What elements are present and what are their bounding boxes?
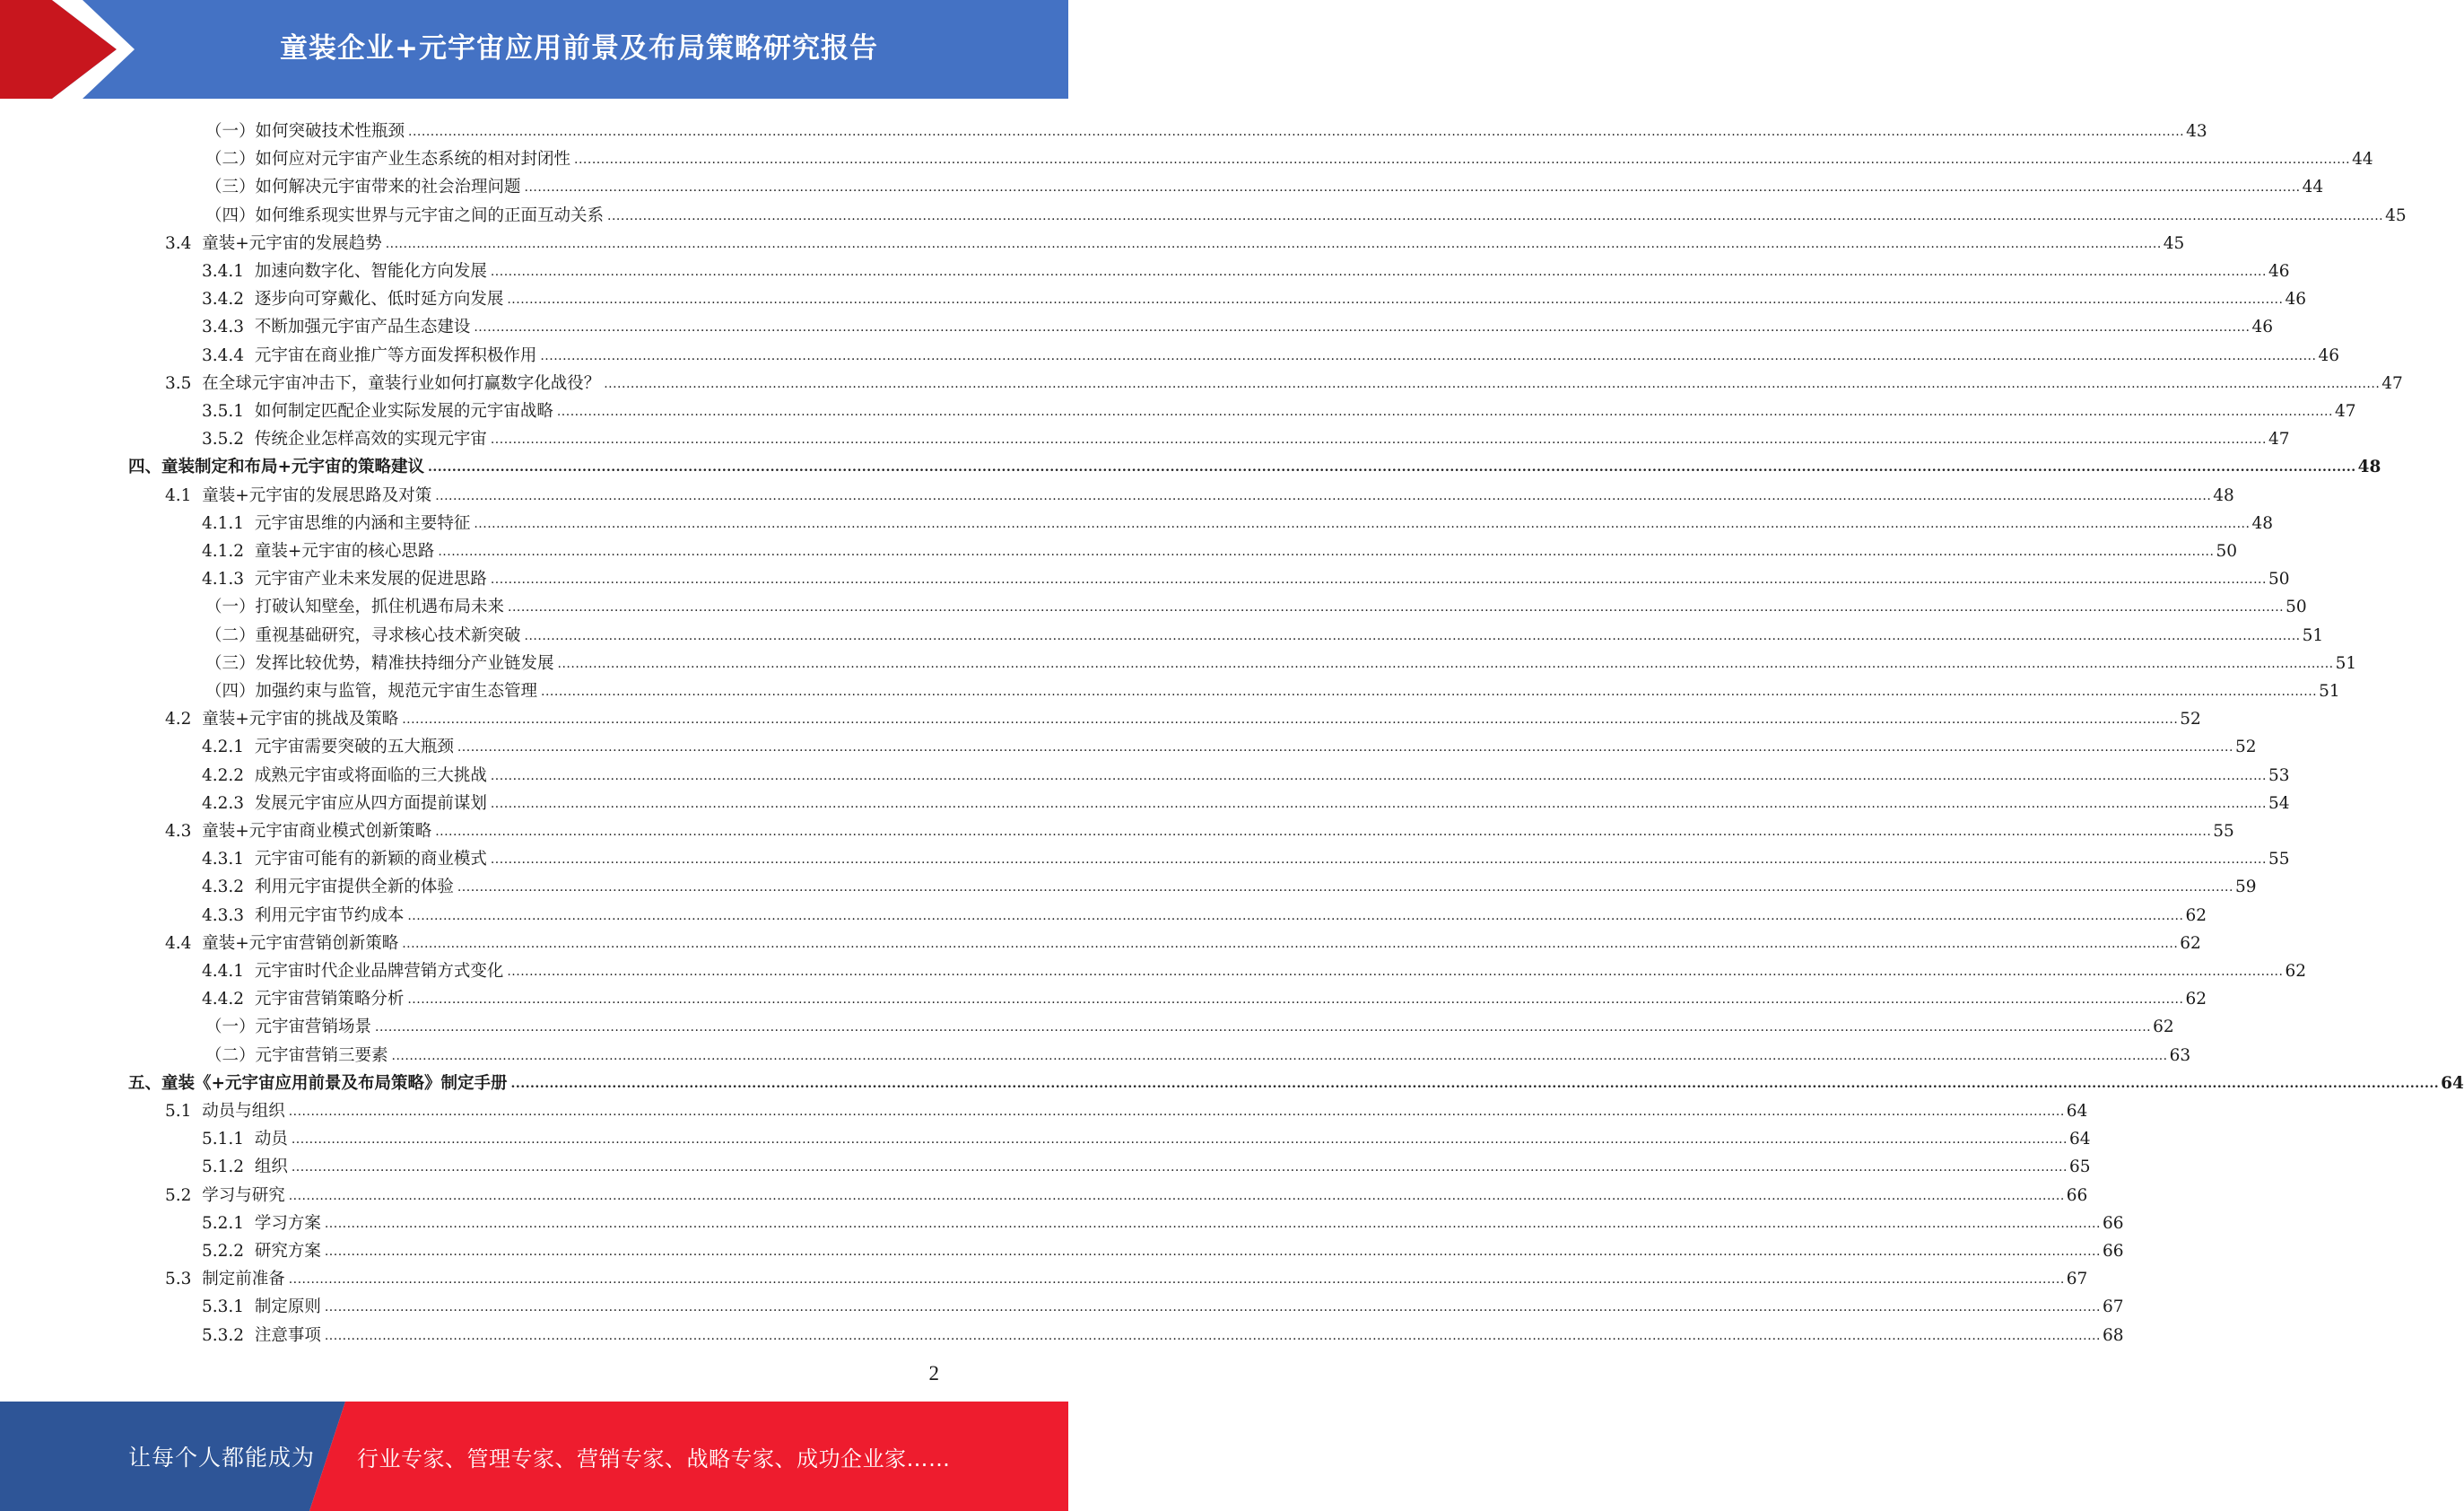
toc-dot-leader: ................................................................................................................................................................................................................................................................................................................................................................................................................ (574, 153, 2351, 168)
toc-entry[interactable] (0, 478, 2234, 506)
toc-entry-page: 59 (2234, 878, 2257, 897)
toc-dot-leader: ................................................................................................................................................................................................................................................................................................................................................................................................................ (324, 1328, 2101, 1343)
toc-entry[interactable] (0, 869, 2257, 897)
toc-entry-number: 3.4.1 (202, 262, 255, 281)
toc-entry[interactable] (0, 1066, 2464, 1094)
toc-entry-title: 学习方案 (254, 1213, 321, 1233)
toc-entry-number: 3.4.3 (202, 318, 255, 337)
toc-entry-number: 4.1.3 (202, 570, 255, 590)
toc-entry-number: （一） (205, 1018, 256, 1037)
toc-entry-page: 45 (2163, 233, 2185, 253)
toc-entry-number: 3.5.2 (202, 430, 255, 450)
toc-entry[interactable] (0, 786, 2290, 814)
toc-entry-page: 52 (2180, 710, 2201, 729)
toc-entry-page: 62 (2180, 933, 2201, 953)
toc-entry-number: 4.4 (165, 933, 203, 953)
toc-entry[interactable] (0, 310, 2273, 337)
toc-entry-number: 3.5.1 (202, 402, 255, 421)
toc-dot-leader: ................................................................................................................................................................................................................................................................................................................................................................................................................ (324, 1300, 2101, 1315)
toc-entry-number: （三） (205, 178, 256, 197)
page-header (0, 0, 1068, 99)
toc-dot-leader: ................................................................................................................................................................................................................................................................................................................................................................................................................ (607, 208, 2384, 223)
toc-dot-leader: ................................................................................................................................................................................................................................................................................................................................................................................................................ (428, 460, 2356, 476)
toc-entry-page: 62 (2185, 905, 2207, 925)
toc-entry[interactable] (0, 1289, 2124, 1317)
toc-entry-page: 55 (2268, 850, 2290, 869)
toc-entry-number: 4.2 (165, 710, 203, 729)
toc-entry-number: 5.3 (165, 1270, 203, 1289)
toc-entry-title: 元宇宙营销三要素 (255, 1045, 388, 1065)
toc-entry-page: 55 (2213, 822, 2234, 841)
toc-entry[interactable] (0, 366, 2403, 394)
toc-entry-page: 46 (2268, 262, 2290, 281)
toc-entry[interactable] (0, 1038, 2191, 1066)
toc-dot-leader: ................................................................................................................................................................................................................................................................................................................................................................................................................ (291, 1160, 2068, 1175)
toc-entry-title: 制定原则 (254, 1297, 321, 1317)
toc-entry-title: 动员 (254, 1130, 288, 1149)
toc-entry-page: 46 (2318, 345, 2339, 365)
footer-slogan-left: 让每个人都能成为 (128, 1445, 316, 1471)
toc-entry-title: 元宇宙时代企业品牌营销方式变化 (254, 962, 504, 981)
toc-entry[interactable] (0, 1262, 2088, 1289)
toc-entry[interactable] (0, 702, 2201, 729)
toc-entry-title: 如何解决元宇宙带来的社会治理问题 (255, 178, 521, 197)
toc-entry-page: 52 (2234, 738, 2257, 757)
toc-entry-page: 66 (2066, 1185, 2088, 1205)
toc-dot-leader: ................................................................................................................................................................................................................................................................................................................................................................................................................ (474, 320, 2251, 336)
toc-entry-page: 44 (2302, 178, 2324, 197)
toc-dot-leader: ................................................................................................................................................................................................................................................................................................................................................................................................................ (490, 852, 2267, 868)
toc-entry-number: 4.4.2 (202, 990, 255, 1009)
toc-entry[interactable] (0, 982, 2207, 1009)
toc-dot-leader: ................................................................................................................................................................................................................................................................................................................................................................................................................ (457, 880, 2233, 895)
toc-entry-page: 63 (2169, 1045, 2191, 1065)
toc-entry[interactable] (0, 506, 2273, 534)
toc-entry-number: （二） (205, 1045, 256, 1065)
toc-dot-leader: ................................................................................................................................................................................................................................................................................................................................................................................................................ (524, 628, 2301, 643)
toc-entry-page: 64 (2441, 1073, 2464, 1093)
toc-entry-title: 重视基础研究，寻求核心技术新突破 (255, 625, 521, 645)
toc-entry-title: 如何制定匹配企业实际发展的元宇宙战略 (254, 402, 553, 421)
toc-entry-number: 4.4.1 (202, 962, 255, 981)
toc-entry-title: 逐步向可穿戴化、低时延方向发展 (254, 290, 504, 310)
toc-entry-title: 发挥比较优势，精准扶持细分产业链发展 (255, 653, 554, 673)
toc-entry-page: 48 (2213, 485, 2234, 505)
toc-dot-leader: ................................................................................................................................................................................................................................................................................................................................................................................................................ (391, 1048, 2168, 1063)
toc-entry-title: 元宇宙可能有的新颖的商业模式 (254, 850, 487, 869)
toc-entry-number: 3.4 (165, 233, 203, 253)
toc-entry-title: 如何突破技术性瓶颈 (255, 122, 405, 141)
toc-entry-title: 元宇宙营销场景 (255, 1018, 372, 1037)
toc-entry[interactable] (0, 1206, 2124, 1234)
toc-entry-number: （三） (205, 653, 256, 673)
toc-entry[interactable] (0, 394, 2356, 422)
toc-entry-number: （二） (205, 625, 256, 645)
toc-dot-leader: ................................................................................................................................................................................................................................................................................................................................................................................................................ (288, 1188, 2065, 1203)
toc-entry-title: 如何应对元宇宙产业生态系统的相对封闭性 (255, 150, 571, 170)
toc-entry-page: 67 (2066, 1270, 2088, 1289)
toc-dot-leader: ................................................................................................................................................................................................................................................................................................................................................................................................................ (490, 572, 2267, 588)
toc-entry-page: 54 (2268, 793, 2290, 813)
toc-dot-leader: ................................................................................................................................................................................................................................................................................................................................................................................................................ (604, 376, 2381, 391)
toc-entry-page: 46 (2251, 318, 2273, 337)
toc-entry[interactable] (0, 142, 2373, 170)
toc-entry-title: 动员与组织 (202, 1102, 285, 1121)
toc-entry[interactable] (0, 170, 2324, 197)
toc-entry[interactable] (0, 114, 2207, 142)
toc-dot-leader: ................................................................................................................................................................................................................................................................................................................................................................................................................ (385, 236, 2162, 251)
toc-entry-page: 47 (2334, 402, 2356, 421)
toc-entry-title: 元宇宙在商业推广等方面发挥积极作用 (254, 345, 537, 365)
toc-entry-title: 童装+元宇宙商业模式创新策略 (202, 822, 432, 841)
toc-entry-page: 51 (2319, 682, 2340, 701)
toc-entry-title: 注意事项 (254, 1325, 321, 1345)
toc-entry[interactable] (0, 1234, 2124, 1262)
toc-entry-number: （二） (205, 150, 256, 170)
toc-entry-number: 4.2.1 (202, 738, 255, 757)
toc-entry[interactable] (0, 729, 2257, 757)
toc-entry[interactable] (0, 450, 2381, 477)
footer-slogan-right: 行业专家、管理专家、营销专家、战略专家、成功企业家…… (357, 1445, 951, 1472)
toc-entry-title: 制定前准备 (202, 1270, 285, 1289)
toc-dot-leader: ................................................................................................................................................................................................................................................................................................................................................................................................................ (324, 1245, 2101, 1259)
toc-entry-title: 童装制定和布局+元宇宙的策略建议 (161, 458, 425, 477)
toc-dot-leader: ................................................................................................................................................................................................................................................................................................................................................................................................................ (407, 908, 2184, 923)
report-title: 童装企业+元宇宙应用前景及布局策略研究报告 (280, 31, 878, 65)
toc-dot-leader: ................................................................................................................................................................................................................................................................................................................................................................................................................ (507, 293, 2284, 308)
toc-entry[interactable] (0, 254, 2290, 282)
toc-entry-number: 4.3.3 (202, 905, 255, 925)
toc-entry-title: 童装+元宇宙的发展趋势 (202, 233, 382, 253)
toc-entry-title: 加强约束与监管，规范元宇宙生态管理 (255, 682, 538, 701)
toc-dot-leader: ................................................................................................................................................................................................................................................................................................................................................................................................................ (490, 432, 2267, 448)
toc-entry-page: 62 (2285, 962, 2306, 981)
toc-entry-page: 45 (2385, 205, 2407, 225)
toc-entry[interactable] (0, 282, 2306, 310)
toc-entry-page: 53 (2268, 765, 2290, 785)
toc-entry-number: （四） (205, 205, 256, 225)
toc-dot-leader: ................................................................................................................................................................................................................................................................................................................................................................................................................ (438, 545, 2215, 559)
toc-entry[interactable] (0, 926, 2201, 954)
toc-entry-title: 利用元宇宙节约成本 (254, 905, 405, 925)
toc-entry-title: 发展元宇宙应从四方面提前谋划 (254, 793, 487, 813)
toc-entry-page: 50 (2216, 542, 2237, 561)
toc-entry-page: 44 (2352, 150, 2373, 170)
toc-entry-number: 4.3.1 (202, 850, 255, 869)
toc-dot-leader: ................................................................................................................................................................................................................................................................................................................................................................................................................ (490, 768, 2267, 783)
toc-entry-page: 62 (2185, 990, 2207, 1009)
toc-entry-number: （一） (205, 598, 256, 617)
toc-entry[interactable] (0, 1094, 2088, 1122)
toc-entry[interactable] (0, 618, 2324, 646)
toc-dot-leader: ................................................................................................................................................................................................................................................................................................................................................................................................................ (490, 796, 2267, 811)
page-footer (0, 1402, 1068, 1511)
toc-entry-number: 5.3.1 (202, 1297, 255, 1317)
toc-entry-page: 62 (2153, 1018, 2174, 1037)
toc-entry[interactable] (0, 590, 2307, 617)
toc-entry-title: 童装+元宇宙的核心思路 (254, 542, 435, 561)
toc-entry-title: 加速向数字化、智能化方向发展 (254, 262, 487, 281)
toc-dot-leader: ................................................................................................................................................................................................................................................................................................................................................................................................................ (291, 1132, 2068, 1148)
toc-entry[interactable] (0, 338, 2339, 366)
toc-entry-title: 传统企业怎样高效的实现元宇宙 (254, 430, 487, 450)
toc-entry-page: 50 (2286, 598, 2307, 617)
toc-entry-title: 研究方案 (254, 1242, 321, 1261)
toc-dot-leader: ................................................................................................................................................................................................................................................................................................................................................................................................................ (324, 1216, 2101, 1231)
toc-dot-leader: ................................................................................................................................................................................................................................................................................................................................................................................................................ (541, 685, 2318, 699)
toc-dot-leader: ................................................................................................................................................................................................................................................................................................................................................................................................................ (402, 936, 2179, 951)
toc-entry-number: 3.5 (165, 373, 203, 393)
toc-entry-number: 4.1.2 (202, 542, 255, 561)
toc-dot-leader: ................................................................................................................................................................................................................................................................................................................................................................................................................ (288, 1105, 2065, 1119)
toc-entry[interactable] (0, 534, 2237, 562)
toc-entry-number: 5.3.2 (202, 1325, 255, 1345)
toc-entry-page: 47 (2268, 430, 2290, 450)
header-arrow-decoration (0, 0, 144, 99)
toc-entry-title: 打破认知壁垒，抓住机遇布局未来 (255, 598, 505, 617)
toc-entry-page: 48 (2251, 513, 2273, 533)
toc-dot-leader: ................................................................................................................................................................................................................................................................................................................................................................................................................ (435, 825, 2212, 839)
toc-entry-number: 5.2 (165, 1185, 203, 1205)
toc-entry-page: 64 (2066, 1102, 2088, 1121)
toc-entry-page: 66 (2102, 1242, 2124, 1261)
toc-entry[interactable] (0, 1178, 2088, 1206)
toc-entry-number: 5.1 (165, 1102, 203, 1121)
toc-entry-number: 3.4.4 (202, 345, 255, 365)
toc-entry-title: 童装《+元宇宙应用前景及布局策略》制定手册 (161, 1073, 508, 1093)
toc-entry-number: 5.1.2 (202, 1157, 255, 1177)
toc-entry[interactable] (0, 422, 2290, 450)
toc-entry-number: 5.2.1 (202, 1213, 255, 1233)
toc-entry[interactable] (0, 758, 2290, 786)
toc-entry-number: 5.2.2 (202, 1242, 255, 1261)
toc-dot-leader: ................................................................................................................................................................................................................................................................................................................................................................................................................ (510, 1076, 2440, 1091)
toc-entry[interactable] (0, 1149, 2091, 1177)
toc-entry-title: 元宇宙产业未来发展的促进思路 (254, 570, 487, 590)
toc-entry-title: 元宇宙思维的内涵和主要特征 (254, 513, 471, 533)
toc-entry-page: 64 (2068, 1130, 2091, 1149)
toc-entry[interactable] (0, 1122, 2091, 1149)
toc-entry[interactable] (0, 646, 2357, 674)
toc-entry[interactable] (0, 1318, 2124, 1346)
toc-dot-leader: ................................................................................................................................................................................................................................................................................................................................................................................................................ (457, 740, 2233, 756)
toc-entry[interactable] (0, 954, 2306, 982)
toc-entry[interactable] (0, 1009, 2174, 1037)
toc-dot-leader: ................................................................................................................................................................................................................................................................................................................................................................................................................ (556, 405, 2333, 419)
toc-entry-number: 4.2.3 (202, 793, 255, 813)
toc-entry-title: 学习与研究 (202, 1185, 285, 1205)
toc-entry-number: 四、 (128, 458, 162, 477)
toc-entry-page: 43 (2186, 122, 2207, 141)
toc-entry-number: 5.1.1 (202, 1130, 255, 1149)
toc-entry-number: 五、 (128, 1073, 162, 1093)
page-number: 2 (928, 1362, 939, 1384)
toc-dot-leader: ................................................................................................................................................................................................................................................................................................................................................................................................................ (408, 125, 2185, 139)
toc-dot-leader: ................................................................................................................................................................................................................................................................................................................................................................................................................ (540, 348, 2317, 363)
toc-entry-page: 48 (2357, 458, 2381, 477)
toc-dot-leader: ................................................................................................................................................................................................................................................................................................................................................................................................................ (508, 600, 2285, 616)
toc-dot-leader: ................................................................................................................................................................................................................................................................................................................................................................................................................ (407, 992, 2184, 1008)
toc-dot-leader: ................................................................................................................................................................................................................................................................................................................................................................................................................ (474, 516, 2251, 531)
toc-entry-page: 68 (2102, 1325, 2124, 1345)
toc-entry-number: 4.2.2 (202, 765, 255, 785)
toc-dot-leader: ................................................................................................................................................................................................................................................................................................................................................................................................................ (490, 265, 2267, 279)
toc-entry-page: 67 (2102, 1297, 2124, 1317)
toc-entry-title: 组织 (254, 1157, 288, 1177)
toc-entry[interactable] (0, 898, 2207, 926)
toc-entry-title: 童装+元宇宙的发展思路及对策 (202, 485, 432, 505)
toc-entry-title: 利用元宇宙提供全新的体验 (254, 878, 454, 897)
toc-dot-leader: ................................................................................................................................................................................................................................................................................................................................................................................................................ (375, 1020, 2152, 1035)
toc-dot-leader: ................................................................................................................................................................................................................................................................................................................................................................................................................ (435, 488, 2212, 503)
toc-entry-number: 4.3.2 (202, 878, 255, 897)
toc-entry-title: 如何维系现实世界与元宇宙之间的正面互动关系 (255, 205, 605, 225)
toc-entry[interactable] (0, 842, 2290, 869)
toc-entry[interactable] (0, 674, 2340, 702)
toc-entry-page: 47 (2381, 373, 2403, 393)
toc-entry-page: 66 (2102, 1213, 2124, 1233)
toc-entry-page: 65 (2068, 1157, 2091, 1177)
toc-entry-page: 51 (2302, 625, 2324, 645)
toc-entry-title: 童装+元宇宙营销创新策略 (202, 933, 399, 953)
toc-entry-number: 4.3 (165, 822, 203, 841)
toc-entry[interactable] (0, 562, 2290, 590)
toc-dot-leader: ................................................................................................................................................................................................................................................................................................................................................................................................................ (524, 180, 2301, 196)
toc-entry-title: 成熟元宇宙或将面临的三大挑战 (254, 765, 487, 785)
toc-entry[interactable] (0, 198, 2407, 226)
toc-dot-leader: ................................................................................................................................................................................................................................................................................................................................................................................................................ (288, 1272, 2065, 1288)
toc-entry[interactable] (0, 226, 2185, 254)
toc-dot-leader: ................................................................................................................................................................................................................................................................................................................................................................................................................ (402, 712, 2179, 728)
toc-entry-page: 46 (2285, 290, 2306, 310)
toc-entry[interactable] (0, 814, 2234, 842)
toc-dot-leader: ................................................................................................................................................................................................................................................................................................................................................................................................................ (557, 656, 2334, 671)
toc-entry-title: 童装+元宇宙的挑战及策略 (202, 710, 399, 729)
toc-entry-number: 4.1 (165, 485, 203, 505)
toc-entry-title: 在全球元宇宙冲击下，童装行业如何打赢数字化战役？ (202, 373, 601, 393)
toc-entry-number: （一） (205, 122, 256, 141)
toc-entry-title: 元宇宙需要突破的五大瓶颈 (254, 738, 454, 757)
toc-dot-leader: ................................................................................................................................................................................................................................................................................................................................................................................................................ (507, 965, 2284, 979)
toc-entry-number: （四） (205, 682, 256, 701)
toc-entry-page: 50 (2268, 570, 2290, 590)
toc-entry-number: 3.4.2 (202, 290, 255, 310)
toc-entry-title: 不断加强元宇宙产品生态建设 (254, 318, 471, 337)
toc-entry-number: 4.1.1 (202, 513, 255, 533)
toc-entry-title: 元宇宙营销策略分析 (254, 990, 405, 1009)
toc-entry-page: 51 (2335, 653, 2357, 673)
